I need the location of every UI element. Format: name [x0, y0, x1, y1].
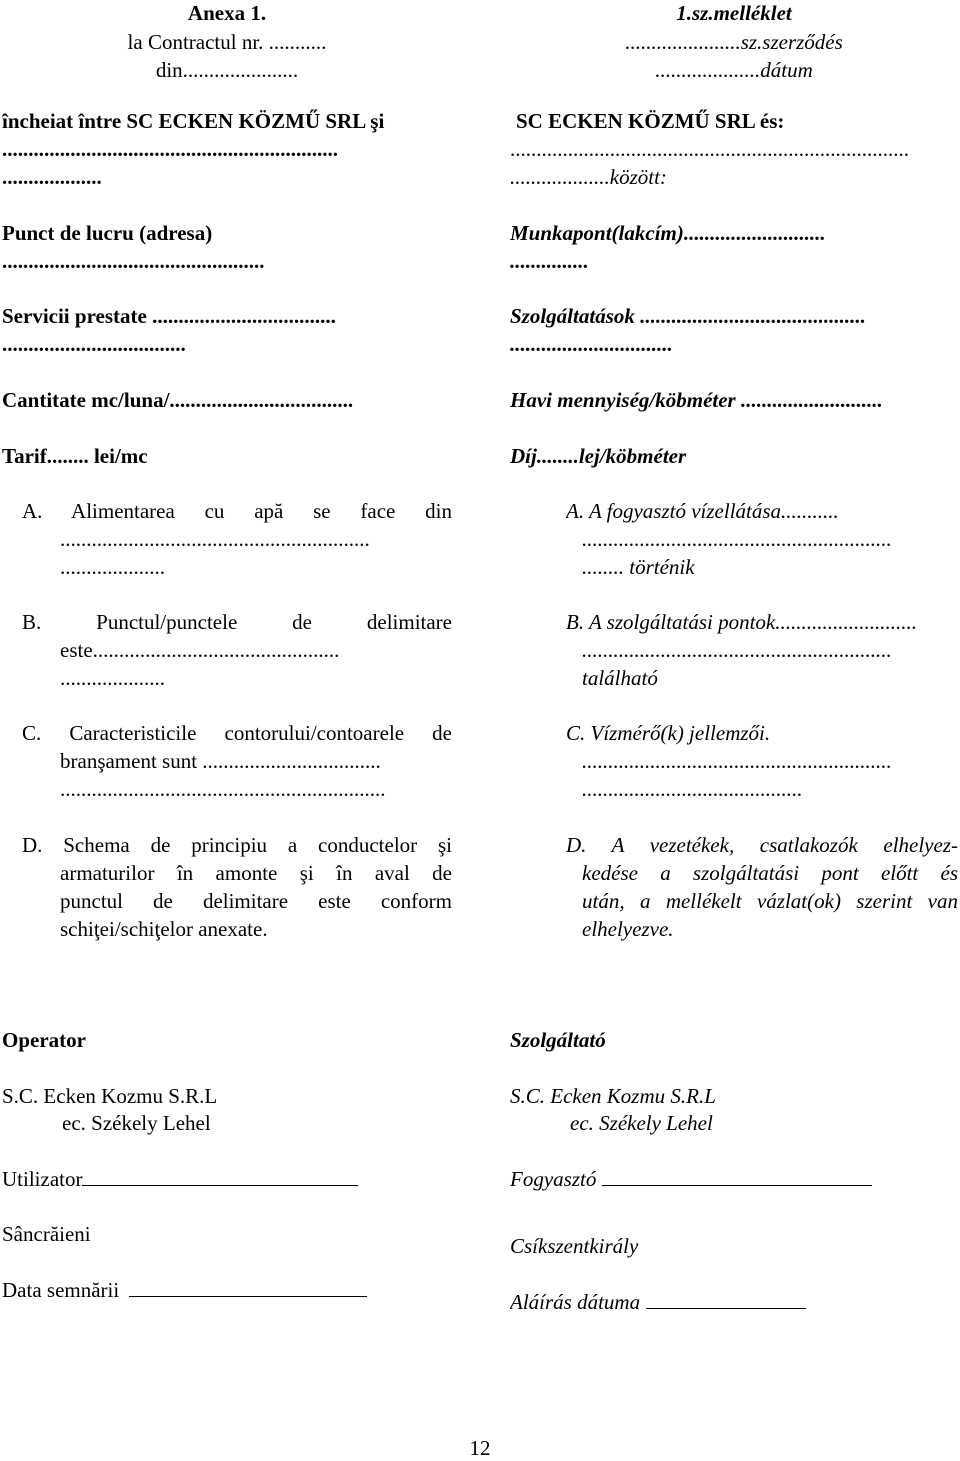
section-d-line-2-hu: kedése a szolgáltatási pont előtt és [582, 861, 958, 885]
parties-dots-hu: ............................................................................ [510, 137, 909, 161]
services-dots-hu: ............................... [510, 332, 673, 356]
user-signature-row [2, 1166, 452, 1192]
work-address-label-hu: Munkapont(lakcím)........................... [510, 221, 826, 245]
sign-date-line[interactable] [129, 1278, 367, 1297]
provider-heading: Szolgáltató [510, 1028, 606, 1052]
section-a-line-2-hu: ........................................................... [582, 527, 892, 551]
services-line: Servicii prestate ................................... [2, 304, 336, 328]
signature-date-label-hu: Aláírás dátuma [510, 1290, 641, 1314]
section-b-line-3: .................... [60, 666, 165, 690]
sign-date-label: Data semnării [2, 1278, 120, 1302]
consumer-signature-row [510, 1166, 958, 1192]
section-d-line-4: schiţei/schiţelor anexate. [60, 917, 268, 941]
operator-representative: ec. Székely Lehel [62, 1111, 211, 1135]
parties-line: încheiat între SC ECKEN KÖZMŰ SRL şi [2, 109, 385, 133]
provider-representative: ec. Székely Lehel [570, 1111, 713, 1135]
parties-line-hu [516, 108, 958, 134]
section-c-line-2: branşament sunt .................................. [60, 749, 381, 773]
section-a-line-1: A. Alimentarea cu apă se face din [22, 499, 452, 523]
signature-date-row-hu [510, 1289, 958, 1315]
parties-text-hu: SC ECKEN KÖZMŰ SRL és: [516, 109, 785, 133]
work-address-dots-hu: ............... [510, 249, 589, 273]
user-label: Utilizator [2, 1167, 83, 1191]
section-c-line-2-hu: ........................................................... [582, 749, 892, 773]
services-dots: ................................... [2, 332, 186, 356]
section-c-line-1: C. Caracteristicile contorului/contoarele de [22, 721, 452, 745]
section-d-line-1: D. Schema de principiu a conductelor şi [22, 833, 452, 857]
consumer-place: Csíkszentkirály [510, 1234, 639, 1258]
provider-company: S.C. Ecken Kozmu S.R.L [510, 1084, 716, 1108]
quantity-line: Cantitate mc/luna/................................... [2, 388, 354, 412]
section-d-line-2: armaturilor în amonte şi în aval de [60, 861, 452, 885]
contract-date-line: din...................... [155, 58, 299, 82]
section-b-line-1-hu: B. A szolgáltatási pontok........................... [566, 610, 917, 634]
parties-dots-2: ................... [2, 165, 102, 189]
consumer-label: Fogyasztó [510, 1167, 597, 1191]
section-a-line-3-hu: ........ történik [582, 555, 695, 579]
section-a-line-3: .................... [60, 555, 165, 579]
user-place: Sâncrăieni [2, 1222, 91, 1246]
section-a-line-2: ........................................................... [60, 527, 370, 551]
section-b-line-3-hu: található [582, 666, 658, 690]
parties-dots-1: ................................................................ [2, 137, 338, 161]
between-line-hu: ...................között: [510, 165, 667, 189]
work-address-dots: .................................................. [2, 249, 265, 273]
quantity-line-hu: Havi mennyiség/köbméter ........................... [510, 388, 883, 412]
section-b-line-2-hu: ........................................................... [582, 638, 892, 662]
sign-date-row [2, 1277, 452, 1303]
annex-title: Anexa 1. [187, 1, 267, 25]
section-b-line-2: este............................................... [60, 638, 340, 662]
tariff-line: Tarif........ lei/mc [2, 444, 148, 468]
operator-company: S.C. Ecken Kozmu S.R.L [2, 1084, 218, 1108]
operator-heading: Operator [2, 1028, 86, 1052]
services-line-hu: Szolgáltatások ........................................... [510, 304, 866, 328]
section-d-line-1-hu: D. A vezetékek, csatlakozók elhelyez- [566, 833, 958, 857]
work-address-label: Punct de lucru (adresa) [2, 221, 213, 245]
fee-line-hu: Díj........lej/köbméter [510, 444, 687, 468]
signature-date-line-hu[interactable] [646, 1290, 806, 1309]
section-c-line-3-hu: .......................................... [582, 777, 803, 801]
section-d-line-3: punctul de delimitare este conform [60, 889, 452, 913]
contract-date-line-hu: ....................dátum [655, 58, 813, 82]
section-a-line-1-hu: A. A fogyasztó vízellátása........... [566, 499, 839, 523]
user-signature-line[interactable] [82, 1167, 358, 1186]
page-number: 12 [469, 1436, 491, 1460]
section-c-line-3: .............................................................. [60, 777, 386, 801]
section-b-line-1: B. Punctul/punctele de delimitare [22, 610, 452, 634]
consumer-signature-line[interactable] [602, 1167, 872, 1186]
contract-number-line: la Contractul nr. ........... [127, 30, 327, 54]
contract-number-line-hu: ......................sz.szerződés [625, 30, 843, 54]
annex-title-hu: 1.sz.melléklet [676, 1, 792, 25]
section-c-line-1-hu: C. Vízmérő(k) jellemzői. [566, 721, 771, 745]
section-d-line-3-hu: után, a mellékelt vázlat(ok) szerint van [582, 889, 958, 913]
section-d-line-4-hu: elhelyezve. [582, 917, 674, 941]
